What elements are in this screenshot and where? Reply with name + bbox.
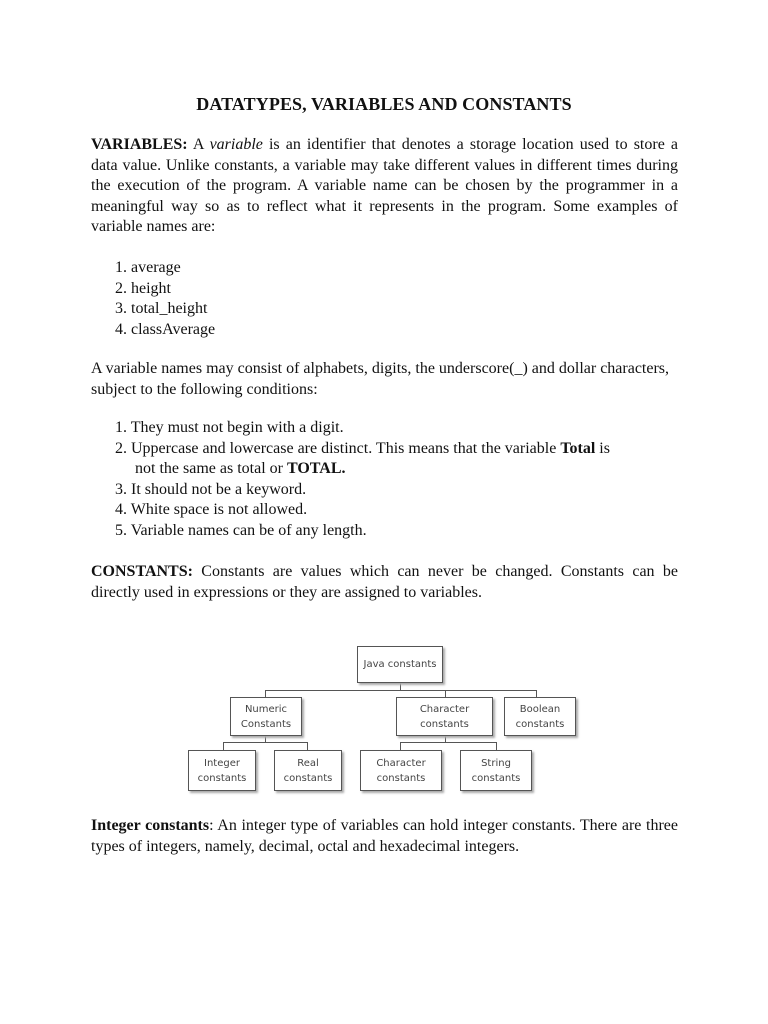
connector-line: [445, 690, 446, 697]
node-label: Numeric: [244, 703, 288, 715]
integer-constants-text: : An integer type of variables can hold integer constants. There are three types of integers, namely, decimal, octal and hexadecimal integers.: [91, 817, 678, 855]
list-item: 3. total_height: [115, 300, 208, 318]
connector-line: [496, 742, 497, 750]
node-string-constants: [460, 750, 532, 791]
node-label: constants: [376, 772, 426, 784]
node-label: Character: [419, 703, 470, 715]
list-item: 2. height: [115, 279, 171, 297]
condition-2-text-a: 2. Uppercase and lowercase are distinct. This means that the variable: [115, 439, 561, 457]
condition-2-bold-total: Total: [560, 439, 596, 457]
conditions-intro: A variable names may consist of alphabets, digits, the underscore(_) and dollar characters, subject to the following conditions:: [91, 360, 670, 398]
conditions-list: [115, 418, 675, 542]
node-java-constants: [357, 646, 443, 683]
condition-2-text-b: is: [595, 439, 610, 457]
list-item: 1. They must not begin with a digit.: [115, 419, 344, 436]
list-item: 3. It should not be a keyword.: [115, 480, 307, 498]
list-item: 1. average: [115, 259, 181, 276]
connector-line: [223, 742, 224, 750]
connector-line: [265, 690, 266, 697]
node-label: constants: [471, 772, 521, 784]
connector-line: [536, 690, 537, 697]
condition-2-bold-upper: TOTAL.: [286, 460, 346, 478]
constants-paragraph: [91, 562, 678, 603]
integer-constants-label: Integer constants: [91, 817, 210, 834]
variables-paragraph: [91, 135, 678, 238]
page-title: DATATYPES, VARIABLES AND CONSTANTS: [196, 94, 572, 114]
connector-line: [265, 690, 536, 691]
variable-italic: variable: [209, 136, 263, 153]
node-label: Constants: [240, 718, 292, 730]
constants-label: CONSTANTS:: [91, 563, 193, 580]
java-constants-diagram: [180, 640, 600, 800]
list-item-continued: [115, 459, 675, 480]
connector-line: [400, 742, 496, 743]
connector-line: [223, 742, 307, 743]
node-label: Real: [297, 757, 319, 769]
variables-text-a: A: [187, 136, 210, 153]
node-label: Integer: [204, 757, 240, 769]
variable-examples-list: [115, 258, 675, 340]
list-item: 5. Variable names can be of any length.: [115, 521, 367, 539]
integer-constants-paragraph: [91, 816, 678, 857]
node-label: constants: [197, 772, 247, 784]
node-label: constants: [515, 718, 565, 730]
node-numeric-constants: [230, 697, 302, 736]
node-label: Boolean: [519, 703, 561, 715]
list-item: [115, 439, 675, 460]
node-boolean-constants: [504, 697, 576, 736]
list-item: 4. White space is not allowed.: [115, 501, 308, 519]
node-label: Java constants: [363, 659, 437, 670]
connector-line: [400, 742, 401, 750]
node-real-constants: [274, 750, 342, 791]
connector-line: [307, 742, 308, 750]
node-character-constants: [396, 697, 493, 736]
node-character-leaf-constants: [360, 750, 442, 791]
variables-label: VARIABLES:: [91, 136, 188, 153]
node-label: constants: [420, 718, 469, 730]
variables-text-b: is an identifier that denotes a storage location used to store a data value. Unlike constants, a variable may take different values in different times during the execution of the program. A variable name can be chosen by the programmer in a meaningful way so as to reflect what it represents in the program. Some examples of variable names are:: [91, 136, 678, 236]
node-label: Character: [376, 757, 426, 769]
node-integer-constants: [188, 750, 256, 791]
node-label: String: [481, 757, 511, 769]
list-item: 4. classAverage: [115, 320, 216, 338]
condition-2-line2-text: not the same as total or: [135, 460, 287, 478]
constants-text: Constants are values which can never be changed. Constants can be directly used in expressions or they are assigned to variables.: [91, 563, 678, 601]
node-label: constants: [283, 772, 333, 784]
